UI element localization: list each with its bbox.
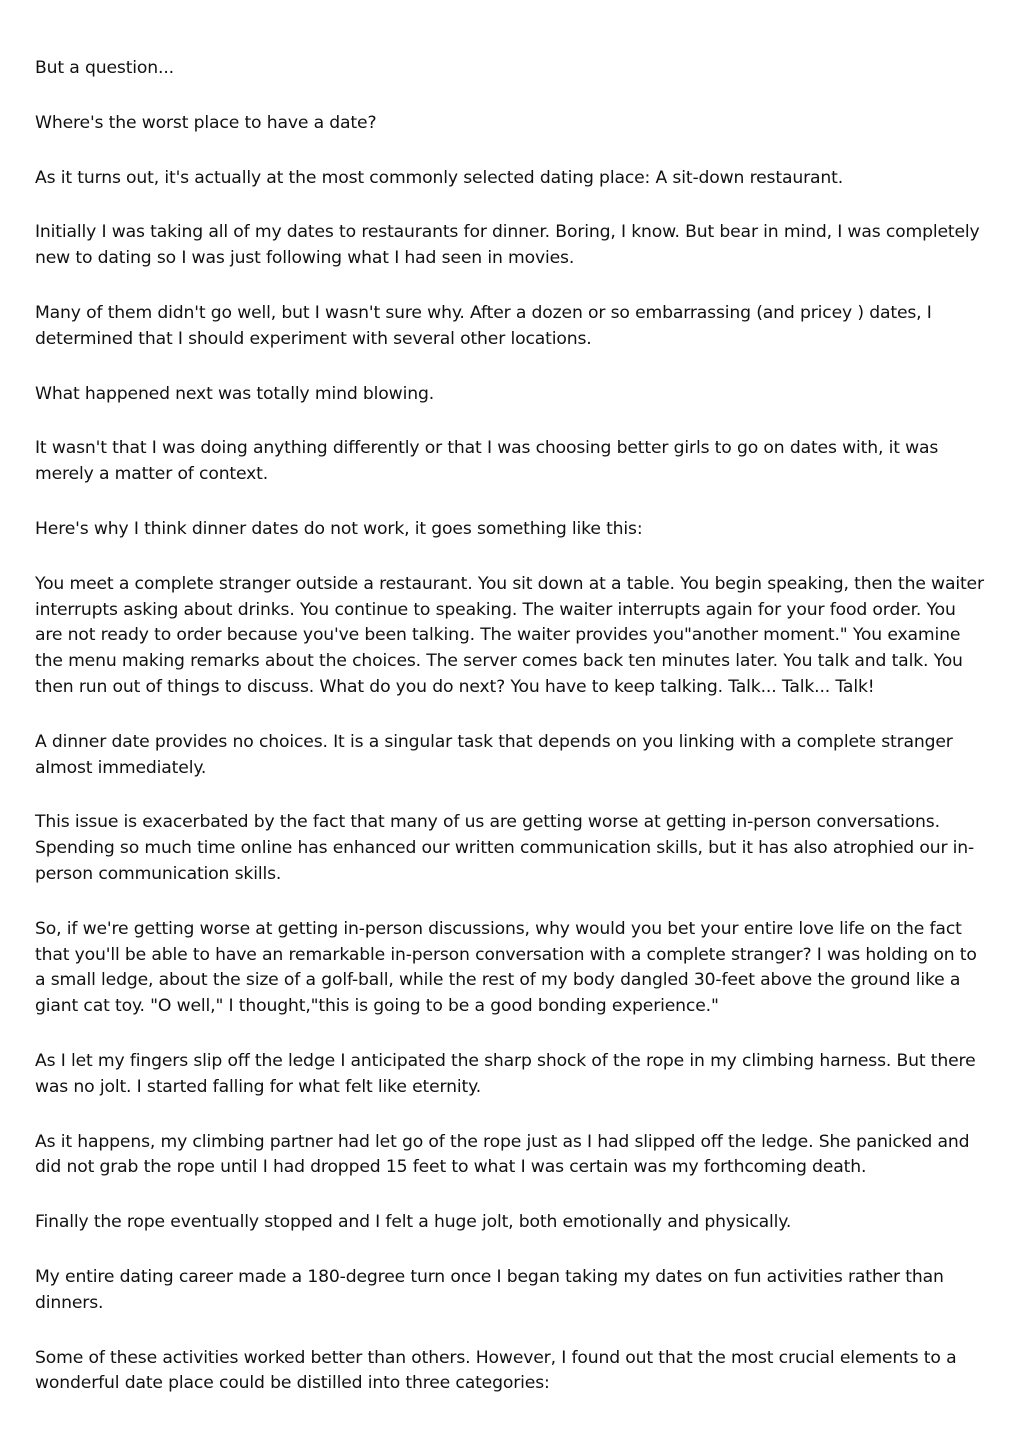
paragraph: Here's why I think dinner dates do not work, it goes something like this:	[35, 518, 643, 539]
paragraph: So, if we're getting worse at getting in-person discussions, why would you bet your entire love life on the fact that you'll be able to have an remarkable in-person conversation with a complete stranger? I was holding on to a small ledge, about the size of a golf-ball, while the rest of my body dangled 30-feet above the ground like a giant cat toy. "O well," I thought,"this is going to be a good bonding experience."	[35, 918, 977, 1017]
paragraph: Initially I was taking all of my dates to restaurants for dinner. Boring, I know. But bear in mind, I was completely new to dating so I was just following what I had seen in movies.	[35, 222, 980, 269]
paragraph: As it happens, my climbing partner had let go of the rope just as I had slipped off the ledge. She panicked and did not grab the rope until I had dropped 15 feet to what I was certain was my forthcoming death.	[35, 1131, 970, 1178]
paragraph: My entire dating career made a 180-degree turn once I began taking my dates on fun activities rather than dinners.	[35, 1266, 944, 1313]
paragraph: Finally the rope eventually stopped and I felt a huge jolt, both emotionally and physically.	[35, 1212, 792, 1233]
paragraph: What happened next was totally mind blowing.	[35, 383, 435, 404]
paragraph: Many of them didn't go well, but I wasn't sure why. After a dozen or so embarrassing (and pricey ) dates, I determined that I should experiment with several other locations.	[35, 302, 932, 349]
paragraph: As it turns out, it's actually at the most commonly selected dating place: A sit-down restaurant.	[35, 167, 844, 188]
paragraph: Where's the worst place to have a date?	[35, 112, 377, 133]
paragraph: But a question...	[35, 58, 174, 78]
paragraph: Some of these activities worked better than others. However, I found out that the most crucial elements to a wonderful date place could be distilled into three categories:	[35, 1347, 957, 1394]
paragraph: This issue is exacerbated by the fact that many of us are getting worse at getting in-person conversations. Spending so much time online has enhanced our written communication skills, but it has also atrophied our in-person communication skills.	[35, 812, 975, 884]
paragraph: A dinner date provides no choices. It is a singular task that depends on you linking with a complete stranger almost immediately.	[35, 731, 953, 778]
paragraph: You meet a complete stranger outside a restaurant. You sit down at a table. You begin speaking, then the waiter interrupts asking about drinks. You continue to speaking. The waiter interrupts again for your food order. You are not ready to order because you've been talking. The waiter provides you"another moment." You examine the menu making remarks about the choices. The server comes back ten minutes later. You talk and talk. You then run out of things to discuss. What do you do next? You have to keep talking. Talk... Talk... Talk!	[35, 573, 984, 697]
paragraph: As I let my fingers slip off the ledge I anticipated the sharp shock of the rope in my climbing harness. But there was no jolt. I started falling for what felt like eternity.	[35, 1050, 976, 1097]
paragraph: It wasn't that I was doing anything differently or that I was choosing better girls to go on dates with, it was merely a matter of context.	[35, 438, 939, 485]
